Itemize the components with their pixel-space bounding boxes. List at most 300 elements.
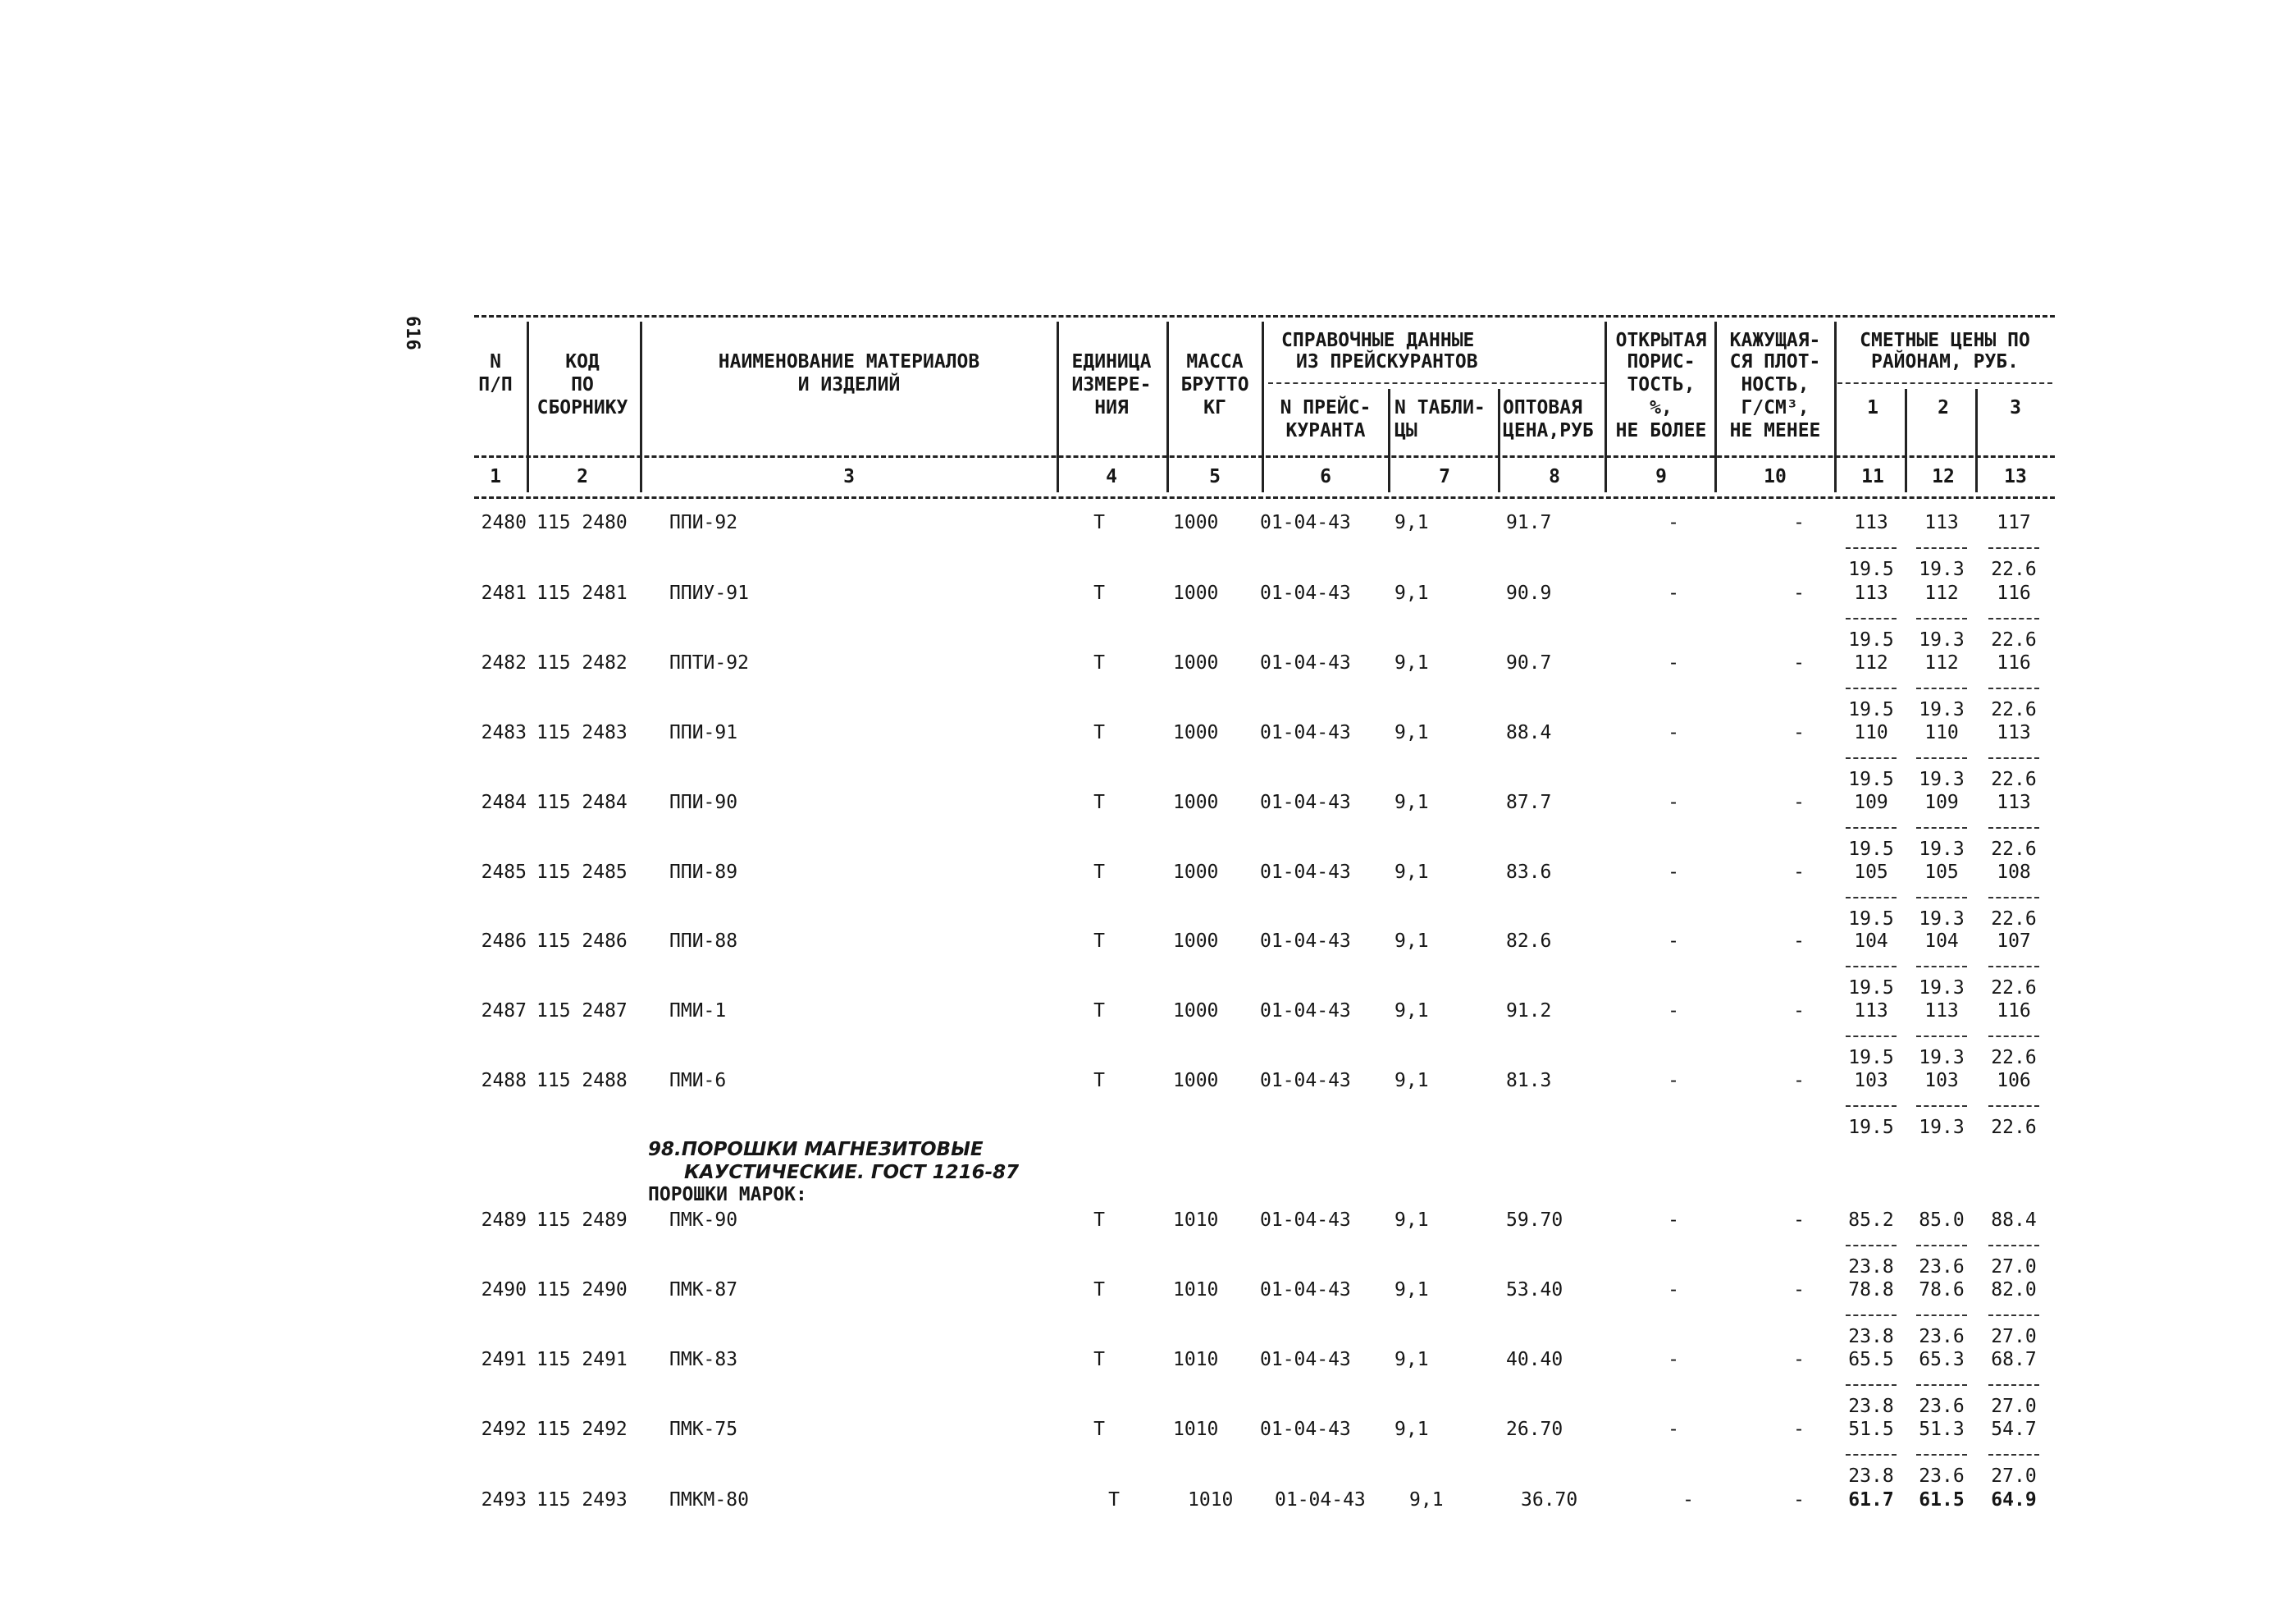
row-name: ППИ-91 <box>669 722 738 743</box>
row-pricelist: 01-04-43 <box>1260 1000 1351 1022</box>
header-column-separator <box>1714 322 1717 492</box>
row-price-region-2: 112 <box>1924 652 1959 674</box>
row-pricelist: 01-04-43 <box>1260 512 1351 533</box>
row-wholesale-price: 81.3 <box>1506 1070 1552 1091</box>
fraction-bar <box>1988 618 2039 619</box>
column-number-rule <box>474 496 2055 499</box>
row-fraction-region-3: 22.6 <box>1991 769 2037 790</box>
fraction-bar <box>1988 827 2039 829</box>
header-name-1: НАИМЕНОВАНИЕ МАТЕРИАЛОВ <box>718 351 980 373</box>
fraction-bar <box>1916 1384 1967 1386</box>
row-wholesale-price: 40.40 <box>1506 1349 1563 1370</box>
fraction-bar <box>1916 827 1967 829</box>
row-number: 2487 <box>481 1000 527 1022</box>
fraction-bar <box>1916 1245 1967 1246</box>
row-mass: 1010 <box>1173 1209 1219 1231</box>
fraction-bar <box>1988 1105 2039 1107</box>
colnum-2: 2 <box>577 466 588 487</box>
colnum-12: 12 <box>1932 466 1955 487</box>
row-wholesale-price: 91.7 <box>1506 512 1552 533</box>
row-pricelist: 01-04-43 <box>1260 930 1351 952</box>
row-fraction-region-2: 19.3 <box>1919 908 1965 930</box>
fraction-bar <box>1916 1314 1967 1316</box>
header-ref-group-1: СПРАВОЧНЫЕ ДАННЫЕ <box>1281 330 1475 351</box>
row-pricelist: 01-04-43 <box>1260 583 1351 604</box>
row-fraction-region-2: 19.3 <box>1919 769 1965 790</box>
row-fraction-region-2: 19.3 <box>1919 559 1965 580</box>
row-density: - <box>1793 1209 1805 1231</box>
row-code: 115 2492 <box>536 1419 628 1440</box>
row-density: - <box>1793 512 1805 533</box>
header-num-2: П/П <box>478 374 513 395</box>
row-price-region-1: 110 <box>1854 722 1888 743</box>
colnum-8: 8 <box>1549 466 1560 487</box>
colnum-5: 5 <box>1209 466 1221 487</box>
row-code: 115 2486 <box>536 930 628 952</box>
fraction-bar <box>1846 1245 1897 1246</box>
row-number: 2483 <box>481 722 527 743</box>
row-price-region-3: 68.7 <box>1991 1349 2037 1370</box>
row-fraction-region-3: 27.0 <box>1991 1396 2037 1417</box>
row-unit: Т <box>1093 1419 1105 1440</box>
row-price-region-3: 117 <box>1997 512 2031 533</box>
row-price-region-2: 61.5 <box>1919 1489 1965 1511</box>
row-number: 2481 <box>481 583 527 604</box>
row-code: 115 2490 <box>536 1279 628 1301</box>
header-column-separator <box>1905 389 1907 492</box>
section-title-line2: КАУСТИЧЕСКИЕ. ГОСТ 1216-87 <box>684 1162 1020 1183</box>
row-porosity: - <box>1668 1000 1679 1022</box>
colnum-13: 13 <box>2004 466 2027 487</box>
header-density-4: Г/СМ³, <box>1741 397 1810 418</box>
row-price-region-2: 112 <box>1924 583 1959 604</box>
row-density: - <box>1793 792 1805 813</box>
row-price-region-1: 104 <box>1854 930 1888 952</box>
row-mass: 1000 <box>1173 512 1219 533</box>
row-wholesale-price: 91.2 <box>1506 1000 1552 1022</box>
colnum-9: 9 <box>1655 466 1667 487</box>
header-column-separator <box>527 322 529 492</box>
fraction-bar <box>1846 1314 1897 1316</box>
row-table: 9,1 <box>1394 1279 1429 1301</box>
row-code: 115 2482 <box>536 652 628 674</box>
row-mass: 1010 <box>1188 1489 1234 1511</box>
fraction-bar <box>1846 897 1897 898</box>
row-fraction-region-3: 27.0 <box>1991 1326 2037 1347</box>
row-price-region-1: 61.7 <box>1848 1489 1894 1511</box>
header-unit-3: НИЯ <box>1094 397 1129 418</box>
row-price-region-1: 109 <box>1854 792 1888 813</box>
row-mass: 1000 <box>1173 792 1219 813</box>
header-mass-3: КГ <box>1203 397 1226 418</box>
row-price-region-3: 54.7 <box>1991 1419 2037 1440</box>
row-price-region-1: 65.5 <box>1848 1349 1894 1370</box>
header-code-2: ПО <box>571 374 594 395</box>
row-code: 115 2488 <box>536 1070 628 1091</box>
row-unit: Т <box>1093 1070 1105 1091</box>
row-porosity: - <box>1668 722 1679 743</box>
header-column-separator <box>1498 389 1500 492</box>
row-name: ПМКМ-80 <box>669 1489 749 1511</box>
row-fraction-region-2: 19.3 <box>1919 977 1965 999</box>
row-density: - <box>1793 1000 1805 1022</box>
row-number: 2482 <box>481 652 527 674</box>
page-number: 616 <box>402 316 422 351</box>
row-fraction-region-3: 27.0 <box>1991 1465 2037 1487</box>
row-table: 9,1 <box>1394 1419 1429 1440</box>
header-unit-1: ЕДИНИЦА <box>1071 351 1152 373</box>
header-ref-rule <box>1268 382 1604 384</box>
header-column-separator <box>1975 389 1978 492</box>
row-pricelist: 01-04-43 <box>1260 1349 1351 1370</box>
row-number: 2484 <box>481 792 527 813</box>
row-fraction-region-3: 27.0 <box>1991 1256 2037 1278</box>
header-unit-2: ИЗМЕРЕ- <box>1071 374 1152 395</box>
row-porosity: - <box>1668 1070 1679 1091</box>
row-wholesale-price: 82.6 <box>1506 930 1552 952</box>
fraction-bar <box>1988 1314 2039 1316</box>
row-name: ПМК-90 <box>669 1209 738 1231</box>
row-porosity: - <box>1668 1349 1679 1370</box>
row-fraction-region-3: 22.6 <box>1991 908 2037 930</box>
colnum-1: 1 <box>490 466 501 487</box>
row-table: 9,1 <box>1394 583 1429 604</box>
row-pricelist: 01-04-43 <box>1260 1419 1351 1440</box>
row-fraction-region-1: 19.5 <box>1848 839 1894 860</box>
fraction-bar <box>1988 547 2039 549</box>
row-code: 115 2489 <box>536 1209 628 1231</box>
colnum-6: 6 <box>1320 466 1331 487</box>
header-code-3: СБОРНИКУ <box>536 397 628 418</box>
row-fraction-region-3: 22.6 <box>1991 629 2037 651</box>
row-fraction-region-1: 19.5 <box>1848 1117 1894 1138</box>
header-porosity-5: НЕ БОЛЕЕ <box>1615 420 1707 441</box>
row-density: - <box>1793 1489 1805 1511</box>
row-code: 115 2493 <box>536 1489 628 1511</box>
row-price-region-2: 65.3 <box>1919 1349 1965 1370</box>
colnum-7: 7 <box>1439 466 1450 487</box>
row-density: - <box>1793 583 1805 604</box>
fraction-bar <box>1846 1384 1897 1386</box>
fraction-bar <box>1916 1454 1967 1456</box>
row-code: 115 2481 <box>536 583 628 604</box>
row-porosity: - <box>1668 1419 1679 1440</box>
row-density: - <box>1793 862 1805 883</box>
header-num-1: N <box>490 351 501 373</box>
row-mass: 1010 <box>1173 1349 1219 1370</box>
row-price-region-2: 104 <box>1924 930 1959 952</box>
row-code: 115 2480 <box>536 512 628 533</box>
fraction-bar <box>1916 966 1967 967</box>
row-price-region-2: 113 <box>1924 1000 1959 1022</box>
row-density: - <box>1793 1279 1805 1301</box>
row-porosity: - <box>1668 583 1679 604</box>
header-table-1: N ТАБЛИ- <box>1394 397 1486 418</box>
table-top-rule <box>474 315 2055 318</box>
row-number: 2480 <box>481 512 527 533</box>
row-pricelist: 01-04-43 <box>1260 1279 1351 1301</box>
header-prices-group-2: РАЙОНАМ, РУБ. <box>1870 351 2019 373</box>
row-pricelist: 01-04-43 <box>1260 1209 1351 1231</box>
header-prices-rule <box>1837 382 2052 384</box>
row-price-region-1: 103 <box>1854 1070 1888 1091</box>
header-ref-group-2: ИЗ ПРЕЙСКУРАНТОВ <box>1296 351 1478 373</box>
row-price-region-1: 105 <box>1854 862 1888 883</box>
row-name: ПМК-83 <box>669 1349 738 1370</box>
row-table: 9,1 <box>1394 722 1429 743</box>
fraction-bar <box>1916 757 1967 759</box>
row-porosity: - <box>1668 652 1679 674</box>
row-unit: Т <box>1108 1489 1120 1511</box>
fraction-bar <box>1916 688 1967 689</box>
fraction-bar <box>1916 547 1967 549</box>
row-name: ППИ-88 <box>669 930 738 952</box>
row-fraction-region-1: 19.5 <box>1848 977 1894 999</box>
row-number: 2492 <box>481 1419 527 1440</box>
colnum-10: 10 <box>1764 466 1787 487</box>
row-fraction-region-3: 22.6 <box>1991 1117 2037 1138</box>
row-unit: Т <box>1093 1279 1105 1301</box>
row-name: ПМК-87 <box>669 1279 738 1301</box>
row-number: 2493 <box>481 1489 527 1511</box>
row-name: ПМК-75 <box>669 1419 738 1440</box>
fraction-bar <box>1846 618 1897 619</box>
row-price-region-1: 113 <box>1854 1000 1888 1022</box>
header-prices-group-1: СМЕТНЫЕ ЦЕНЫ ПО <box>1860 330 2030 351</box>
row-fraction-region-3: 22.6 <box>1991 559 2037 580</box>
fraction-bar <box>1988 757 2039 759</box>
row-pricelist: 01-04-43 <box>1260 862 1351 883</box>
header-column-separator <box>1057 322 1059 492</box>
fraction-bar <box>1988 1454 2039 1456</box>
row-price-region-1: 51.5 <box>1848 1419 1894 1440</box>
header-bottom-rule <box>474 455 2055 458</box>
header-name-2: И ИЗДЕЛИЙ <box>797 374 901 395</box>
row-fraction-region-2: 23.6 <box>1919 1326 1965 1347</box>
row-fraction-region-2: 23.6 <box>1919 1256 1965 1278</box>
row-name: ППИ-89 <box>669 862 738 883</box>
fraction-bar <box>1916 1036 1967 1037</box>
row-unit: Т <box>1093 512 1105 533</box>
header-mass-2: БРУТТО <box>1180 374 1249 395</box>
row-wholesale-price: 26.70 <box>1506 1419 1563 1440</box>
row-mass: 1000 <box>1173 652 1219 674</box>
header-pricelist-1: N ПРЕЙС- <box>1280 397 1372 418</box>
row-price-region-3: 116 <box>1997 652 2031 674</box>
row-wholesale-price: 59.70 <box>1506 1209 1563 1231</box>
row-porosity: - <box>1668 512 1679 533</box>
row-price-region-3: 88.4 <box>1991 1209 2037 1231</box>
row-fraction-region-2: 19.3 <box>1919 1047 1965 1068</box>
section-title-line1: 98.ПОРОШКИ МАГНЕЗИТОВЫЕ <box>648 1139 984 1160</box>
row-fraction-region-1: 19.5 <box>1848 559 1894 580</box>
row-number: 2489 <box>481 1209 527 1231</box>
fraction-bar <box>1846 1105 1897 1107</box>
row-table: 9,1 <box>1394 930 1429 952</box>
row-name: ППИ-90 <box>669 792 738 813</box>
header-column-separator <box>1262 322 1264 492</box>
row-density: - <box>1793 930 1805 952</box>
row-fraction-region-2: 19.3 <box>1919 699 1965 720</box>
fraction-bar <box>1846 827 1897 829</box>
row-pricelist: 01-04-43 <box>1275 1489 1366 1511</box>
row-fraction-region-3: 22.6 <box>1991 839 2037 860</box>
header-density-3: НОСТЬ, <box>1741 374 1810 395</box>
row-price-region-3: 116 <box>1997 1000 2031 1022</box>
fraction-bar <box>1916 897 1967 898</box>
row-name: ППИ-92 <box>669 512 738 533</box>
row-price-region-1: 112 <box>1854 652 1888 674</box>
row-density: - <box>1793 652 1805 674</box>
header-region-2: 2 <box>1938 397 1949 418</box>
fraction-bar <box>1846 547 1897 549</box>
row-code: 115 2484 <box>536 792 628 813</box>
fraction-bar <box>1846 1454 1897 1456</box>
row-density: - <box>1793 1419 1805 1440</box>
header-density-2: СЯ ПЛОТ- <box>1729 351 1821 373</box>
row-fraction-region-3: 22.6 <box>1991 1047 2037 1068</box>
row-fraction-region-1: 23.8 <box>1848 1465 1894 1487</box>
row-code: 115 2487 <box>536 1000 628 1022</box>
section-subtitle: ПОРОШКИ МАРОК: <box>648 1184 807 1205</box>
header-column-separator <box>1166 322 1169 492</box>
row-table: 9,1 <box>1394 862 1429 883</box>
fraction-bar <box>1988 966 2039 967</box>
row-code: 115 2491 <box>536 1349 628 1370</box>
row-pricelist: 01-04-43 <box>1260 722 1351 743</box>
row-unit: Т <box>1093 1349 1105 1370</box>
row-price-region-3: 64.9 <box>1991 1489 2037 1511</box>
row-porosity: - <box>1668 792 1679 813</box>
row-price-region-2: 109 <box>1924 792 1959 813</box>
row-table: 9,1 <box>1394 792 1429 813</box>
row-name: ПМИ-1 <box>669 1000 727 1022</box>
row-wholesale-price: 83.6 <box>1506 862 1552 883</box>
row-price-region-3: 116 <box>1997 583 2031 604</box>
row-porosity: - <box>1682 1489 1694 1511</box>
row-table: 9,1 <box>1394 1349 1429 1370</box>
fraction-bar <box>1846 757 1897 759</box>
row-wholesale-price: 88.4 <box>1506 722 1552 743</box>
fraction-bar <box>1846 688 1897 689</box>
row-unit: Т <box>1093 583 1105 604</box>
row-fraction-region-3: 22.6 <box>1991 977 2037 999</box>
row-price-region-1: 78.8 <box>1848 1279 1894 1301</box>
row-fraction-region-1: 23.8 <box>1848 1396 1894 1417</box>
header-porosity-3: ТОСТЬ, <box>1627 374 1696 395</box>
colnum-4: 4 <box>1106 466 1117 487</box>
header-pricelist-2: КУРАНТА <box>1285 420 1366 441</box>
header-column-separator <box>1834 322 1837 492</box>
header-column-separator <box>640 322 642 492</box>
header-wholesale-1: ОПТОВАЯ <box>1503 397 1582 418</box>
row-fraction-region-3: 22.6 <box>1991 699 2037 720</box>
row-fraction-region-1: 23.8 <box>1848 1256 1894 1278</box>
fraction-bar <box>1988 897 2039 898</box>
header-column-separator <box>1388 389 1390 492</box>
header-porosity-2: ПОРИС- <box>1627 351 1696 373</box>
row-mass: 1000 <box>1173 930 1219 952</box>
header-wholesale-2: ЦЕНА,РУБ <box>1503 420 1594 441</box>
row-table: 9,1 <box>1394 1070 1429 1091</box>
row-fraction-region-2: 19.3 <box>1919 1117 1965 1138</box>
row-density: - <box>1793 1349 1805 1370</box>
fraction-bar <box>1988 1384 2039 1386</box>
row-fraction-region-1: 19.5 <box>1848 699 1894 720</box>
row-unit: Т <box>1093 930 1105 952</box>
row-fraction-region-2: 19.3 <box>1919 629 1965 651</box>
fraction-bar <box>1988 1245 2039 1246</box>
row-unit: Т <box>1093 862 1105 883</box>
row-wholesale-price: 90.7 <box>1506 652 1552 674</box>
header-porosity-1: ОТКРЫТАЯ <box>1615 330 1707 351</box>
row-price-region-3: 113 <box>1997 792 2031 813</box>
row-table: 9,1 <box>1394 1000 1429 1022</box>
row-number: 2491 <box>481 1349 527 1370</box>
row-unit: Т <box>1093 722 1105 743</box>
row-fraction-region-1: 19.5 <box>1848 908 1894 930</box>
row-fraction-region-1: 19.5 <box>1848 629 1894 651</box>
row-price-region-2: 110 <box>1924 722 1959 743</box>
row-mass: 1000 <box>1173 1070 1219 1091</box>
row-name: ППИУ-91 <box>669 583 749 604</box>
row-porosity: - <box>1668 1209 1679 1231</box>
row-density: - <box>1793 722 1805 743</box>
row-table: 9,1 <box>1394 512 1429 533</box>
row-number: 2490 <box>481 1279 527 1301</box>
colnum-11: 11 <box>1861 466 1884 487</box>
row-table: 9,1 <box>1394 652 1429 674</box>
row-fraction-region-1: 19.5 <box>1848 1047 1894 1068</box>
header-density-1: КАЖУЩАЯ- <box>1729 330 1821 351</box>
fraction-bar <box>1988 1036 2039 1037</box>
row-porosity: - <box>1668 862 1679 883</box>
header-porosity-4: %, <box>1650 397 1673 418</box>
row-fraction-region-2: 19.3 <box>1919 839 1965 860</box>
fraction-bar <box>1846 1036 1897 1037</box>
row-wholesale-price: 36.70 <box>1521 1489 1578 1511</box>
row-number: 2486 <box>481 930 527 952</box>
row-fraction-region-1: 23.8 <box>1848 1326 1894 1347</box>
header-table-2: ЦЫ <box>1394 420 1417 441</box>
row-price-region-2: 51.3 <box>1919 1419 1965 1440</box>
fraction-bar <box>1916 1105 1967 1107</box>
row-porosity: - <box>1668 1279 1679 1301</box>
row-price-region-3: 113 <box>1997 722 2031 743</box>
header-region-1: 1 <box>1867 397 1878 418</box>
row-pricelist: 01-04-43 <box>1260 652 1351 674</box>
fraction-bar <box>1846 966 1897 967</box>
row-mass: 1000 <box>1173 1000 1219 1022</box>
row-code: 115 2483 <box>536 722 628 743</box>
row-number: 2488 <box>481 1070 527 1091</box>
row-price-region-2: 105 <box>1924 862 1959 883</box>
header-code-1: КОД <box>565 351 600 373</box>
row-price-region-3: 107 <box>1997 930 2031 952</box>
row-pricelist: 01-04-43 <box>1260 1070 1351 1091</box>
header-mass-1: МАССА <box>1186 351 1244 373</box>
row-price-region-3: 106 <box>1997 1070 2031 1091</box>
row-wholesale-price: 87.7 <box>1506 792 1552 813</box>
row-price-region-3: 108 <box>1997 862 2031 883</box>
row-price-region-1: 113 <box>1854 583 1888 604</box>
row-wholesale-price: 53.40 <box>1506 1279 1563 1301</box>
row-unit: Т <box>1093 652 1105 674</box>
row-porosity: - <box>1668 930 1679 952</box>
row-mass: 1000 <box>1173 862 1219 883</box>
row-number: 2485 <box>481 862 527 883</box>
row-price-region-2: 103 <box>1924 1070 1959 1091</box>
